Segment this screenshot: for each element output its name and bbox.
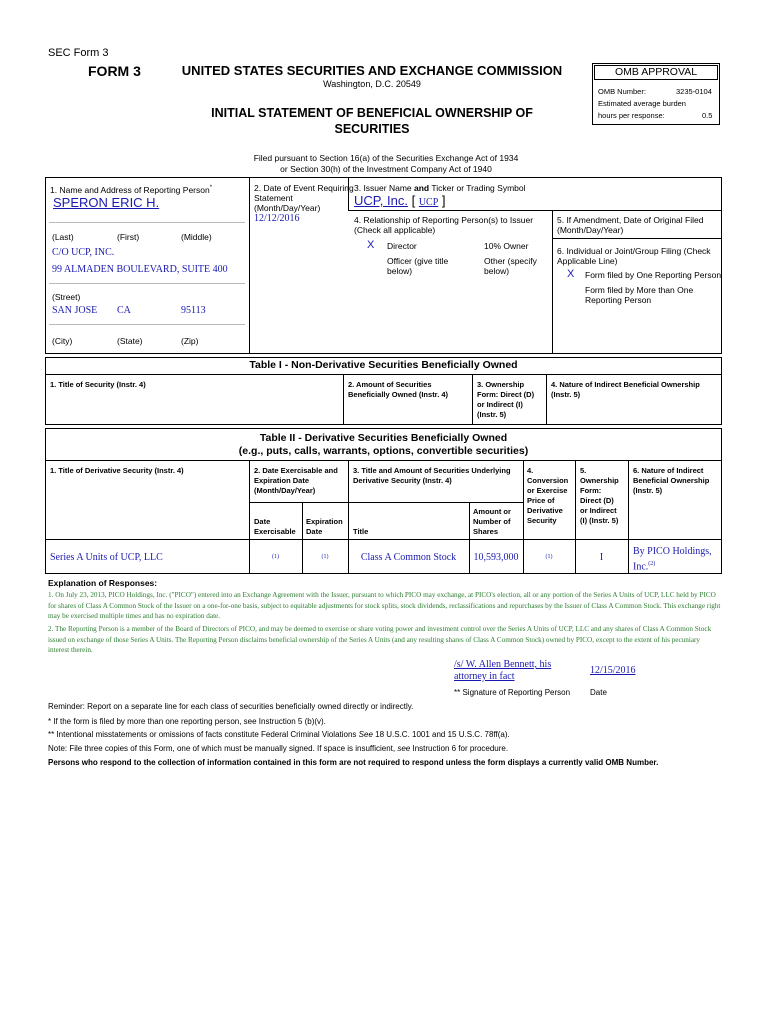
address-line2: 99 ALMADEN BOULEVARD, SUITE 400 (52, 264, 228, 275)
state-label: (State) (117, 336, 143, 346)
other-label-line2: below) (484, 266, 510, 276)
state-value: CA (117, 305, 131, 316)
table2-title-subheader: Title (353, 527, 369, 536)
city-label: (City) (52, 336, 73, 346)
filed-pursuant-line2: or Section 30(h) of the Investment Company Act of 1940 (280, 164, 492, 174)
omb-title: OMB APPROVAL (594, 65, 718, 80)
sec-form-label: SEC Form 3 (48, 47, 109, 59)
section1-label: 1. Name and Address of Reporting Person* (50, 184, 213, 195)
date-exercisable-footnote[interactable]: (1) (272, 554, 279, 560)
footnote-2-ref[interactable]: (2) (648, 561, 656, 567)
signature: /s/ W. Allen Bennett, his attorney in fact (454, 659, 552, 682)
zip-value: 95113 (181, 305, 206, 316)
table2-col4-header: 4. Conversion or Exercise Price of Derivative Security (527, 466, 569, 525)
one-person-checkmark[interactable]: X (567, 268, 575, 280)
note-copies: Note: File three copies of this Form, one of which must be manually signed. If space is insufficient, see Instruction 6 for procedure. (48, 744, 509, 753)
commission-title: UNITED STATES SECURITIES AND EXCHANGE COMMISSION (181, 63, 563, 78)
first-label: (First) (117, 232, 140, 242)
section6-label-line2: Applicable Line) (557, 256, 618, 266)
other-label-line1: Other (specify (484, 256, 537, 266)
footnote-1: 1. On July 23, 2013, PICO Holdings, Inc. ("PICO") entered into an Exchange Agreement with the Issuer, pursuant to which PICO may exchange, at PICO's election, all or any portion of the Series A Units of UCP, LLC held by PICO for shares of Class A Common Stock of the Issuer on a one-for-one basis, subject to equitable adjustments for stock splits, stock dividends, reclassifications and repurchases by the Issuer of Class A Common Stock. This exchange right may be exercised multiple times and has no expiration date. (48, 591, 721, 620)
address-line1: C/O UCP, INC. (52, 247, 115, 258)
director-checkmark[interactable]: X (367, 239, 375, 251)
note-asterisk: * If the form is filed by more than one reporting person, see Instruction 5 (b)(v). (48, 717, 326, 726)
one-person-label: Form filed by One Reporting Person (585, 270, 722, 280)
underlying-amount: 10,593,000 (473, 552, 519, 563)
omb-burden-label: Estimated average burden (598, 99, 686, 108)
section2-label-line3: (Month/Day/Year) (254, 203, 321, 213)
table2-date-exercisable-header: Date Exercisable (254, 517, 296, 536)
table2-expiration-header: Expiration Date (306, 517, 343, 536)
ownership-form: I (599, 552, 604, 563)
city-value: SAN JOSE (52, 305, 98, 316)
table2-title-line2: (e.g., puts, calls, warrants, options, convertible securities) (238, 445, 529, 457)
footnote-2: 2. The Reporting Person is a member of the Board of Directors of PICO, and may be deemed to exercise or share voting power and investment control over the Series A Units of UCP, LLC and any shares of Class A Common Stock issued on exchange of those Series A Units. The Reporting Person disclaims beneficial ownership of the Series A Units (and any resulting shares of Class A Common Stock) owned by PICO, except to the extent of his pecuniary interest therein. (48, 625, 712, 654)
statement-title-line1: INITIAL STATEMENT OF BENEFICIAL OWNERSHIP OF (211, 106, 533, 120)
date-label: Date (590, 688, 607, 697)
issuer-name-link[interactable]: UCP, Inc. (354, 193, 408, 208)
table1-title: Table I - Non-Derivative Securities Beneficially Owned (249, 359, 518, 371)
table2-amount-subheader: Amount or Number of Shares (473, 507, 511, 536)
section5-label-line1: 5. If Amendment, Date of Original Filed (557, 215, 704, 225)
section4-label-line1: 4. Relationship of Reporting Person(s) to Issuer (354, 215, 534, 225)
nature-of-ownership: By PICO Holdings, Inc.$^{(2)}$ (633, 546, 712, 573)
form-name: FORM 3 (88, 63, 141, 79)
officer-label-line1: Officer (give title (387, 256, 449, 266)
reminder-note: Reminder: Report on a separate line for each class of securities beneficially owned directly or indirectly. (48, 702, 414, 711)
officer-label-line2: below) (387, 266, 413, 276)
table2-col3-header: 3. Title and Amount of Securities Underlying Derivative Security (Instr. 4) (353, 466, 511, 485)
section2-label-line2: Statement (254, 193, 293, 203)
table2-col5-header: 5. Ownership Form: Direct (D) or Indirect (I) (Instr. 5) (580, 466, 619, 525)
event-date: 12/12/2016 (254, 213, 300, 224)
table1-col2-header: 2. Amount of Securities Beneficially Owned (Instr. 4) (348, 380, 449, 399)
omb-number-value: 3235-0104 (676, 87, 712, 96)
table1-col4-header: 4. Nature of Indirect Beneficial Ownership (Instr. 5) (551, 380, 700, 399)
table1-col1-header: 1. Title of Security (Instr. 4) (50, 380, 146, 389)
section5-label-line2: (Month/Day/Year) (557, 225, 624, 235)
filed-pursuant-line1: Filed pursuant to Section 16(a) of the Securities Exchange Act of 1934 (253, 153, 519, 163)
commission-city: Washington, D.C. 20549 (323, 79, 421, 89)
section6-label-line1: 6. Individual or Joint/Group Filing (Check (557, 246, 711, 256)
more-persons-label-line2: Reporting Person (585, 295, 652, 305)
table2-col6-header: 6. Nature of Indirect Beneficial Ownership (Instr. 5) (633, 466, 710, 495)
ticker-link[interactable]: UCP (418, 197, 439, 208)
director-label: Director (387, 241, 417, 251)
derivative-security-title: Series A Units of UCP, LLC (50, 552, 163, 563)
statement-title-line2: SECURITIES (334, 122, 410, 136)
section2-label-line1: 2. Date of Event Requiring (254, 183, 354, 193)
middle-label: (Middle) (181, 232, 212, 242)
table2-title-line1: Table II - Derivative Securities Beneficially Owned (259, 432, 508, 444)
last-label: (Last) (52, 232, 74, 242)
signature-label: ** Signature of Reporting Person (454, 688, 571, 697)
zip-label: (Zip) (181, 336, 199, 346)
table2-col2-header: 2. Date Exercisable and Expiration Date (Month/Day/Year) (254, 466, 338, 495)
section3-label: 3. Issuer Name and Ticker or Trading Symbol (354, 183, 526, 193)
underlying-security-title: Class A Common Stock (360, 552, 457, 563)
table1-col3-header: 3. Ownership Form: Direct (D) or Indirect (I) (Instr. 5) (477, 380, 535, 419)
issuer-line: UCP, Inc. [ UCP ] (354, 193, 446, 208)
note-omb: Persons who respond to the collection of information contained in this form are not required to respond unless the form displays a currently valid OMB Number. (48, 758, 659, 767)
more-persons-label-line1: Form filed by More than One (585, 285, 694, 295)
section4-label-line2: (Check all applicable) (354, 225, 436, 235)
table2-col1-header: 1. Title of Derivative Security (Instr. 4) (50, 466, 184, 475)
ten-percent-owner-label: 10% Owner (484, 241, 529, 251)
reporting-person-name[interactable]: SPERON ERIC H. (53, 195, 160, 210)
street-label: (Street) (52, 292, 81, 302)
omb-hours-value: 0.5 (702, 111, 713, 120)
conversion-price-footnote[interactable]: (1) (545, 554, 553, 560)
expiration-date-footnote[interactable]: (1) (321, 554, 329, 560)
omb-hours-label: hours per response: (598, 111, 665, 120)
omb-number-label: OMB Number: (598, 87, 646, 96)
signature-date: 12/15/2016 (590, 665, 636, 676)
explanation-heading: Explanation of Responses: (48, 578, 158, 588)
note-double-asterisk: ** Intentional misstatements or omissions of facts constitute Federal Criminal Violations See 18 U.S.C. 1001 and 15 U.S.C. 78ff(a). (48, 730, 510, 739)
